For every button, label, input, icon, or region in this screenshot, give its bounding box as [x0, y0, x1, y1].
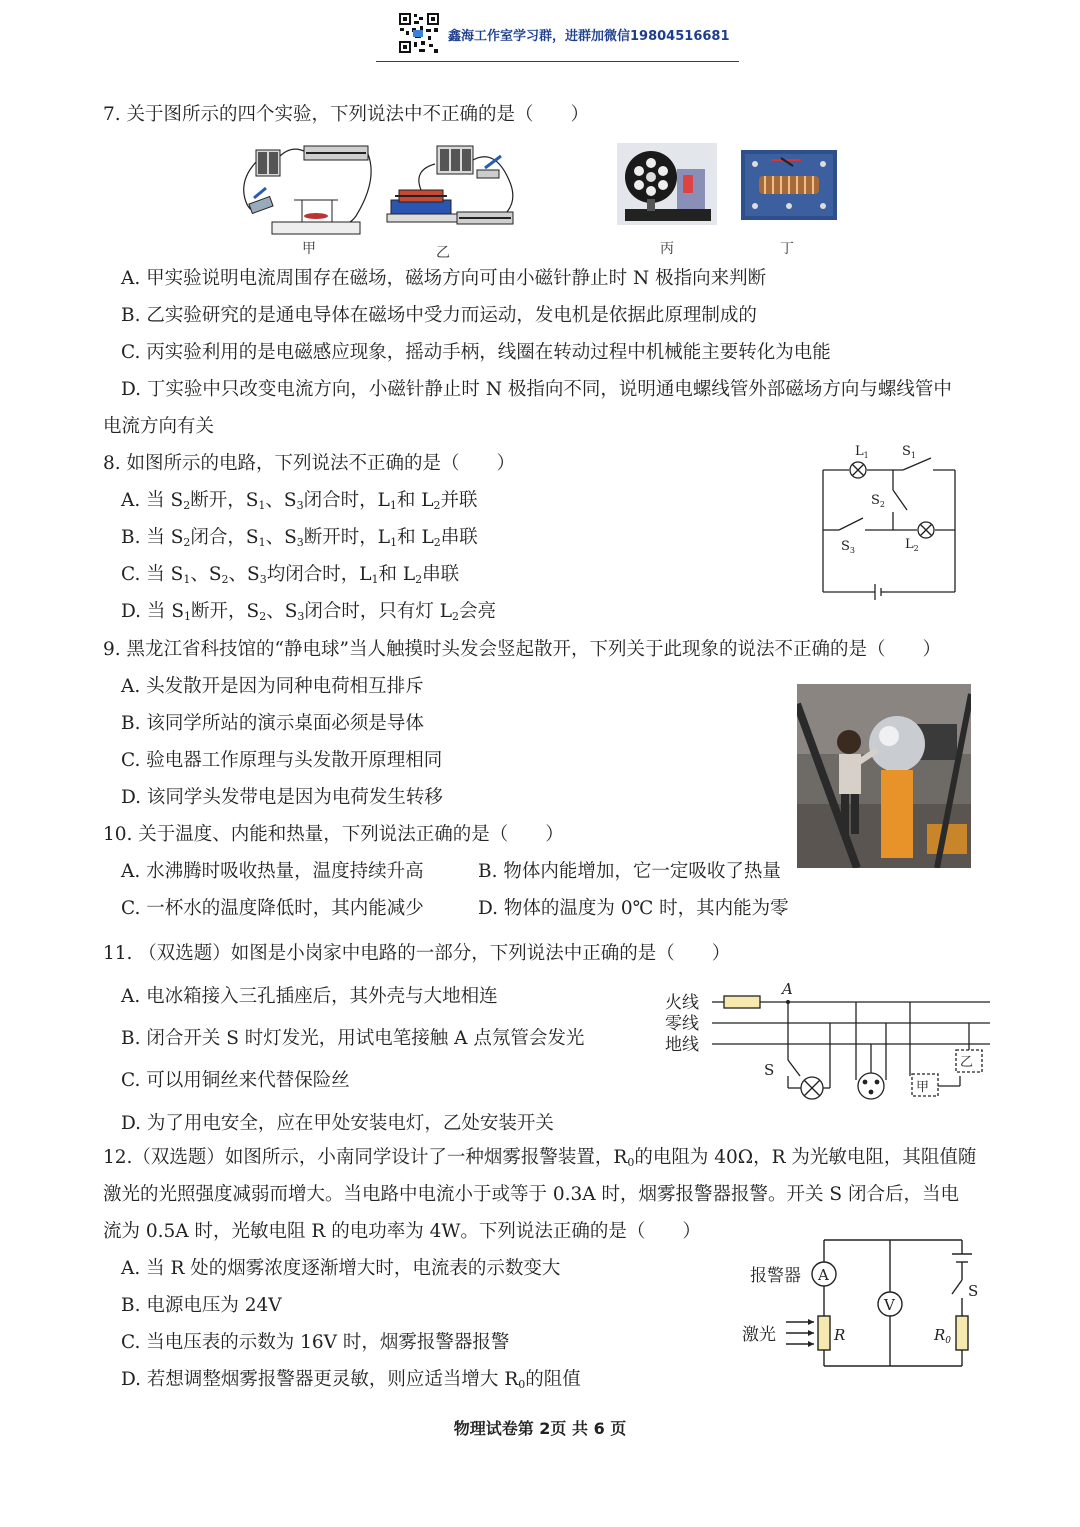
q7-option-c: C. 丙实验利用的是电磁感应现象，摇动手柄，线圈在转动过程中机械能主要转化为电能 — [121, 342, 831, 363]
q12-label-r0: $R_0$ — [934, 1326, 952, 1346]
q12-stem-1: 12.（双选题）如图所示，小南同学设计了一种烟雾报警装置，$R_0$的电阻为 40Ω，R 为光敏电阻，其阻值随 — [103, 1147, 977, 1169]
q12-smoke-alarm-circuit — [740, 1234, 986, 1372]
q9-option-b: B. 该同学所站的演示桌面必须是导体 — [121, 713, 424, 734]
q12-stem-3: 流为 0.5A 时，光敏电阻 R 的电功率为 4W。下列说法正确的是（ ） — [103, 1221, 701, 1242]
q12-label-laser: 激光 — [742, 1325, 776, 1345]
q7-caption-yi: 乙 — [436, 245, 450, 261]
q8-option-d: D. 当 $S_1$断开，$S_2$、$S_3$闭合时，只有灯 $L_2$会亮 — [121, 601, 497, 623]
q9-option-c: C. 验电器工作原理与头发散开原理相同 — [121, 750, 443, 771]
q11-label-a: A — [782, 980, 793, 998]
q9-option-a: A. 头发散开是因为同种电荷相互排斥 — [121, 676, 424, 697]
q7-figure-ding — [741, 150, 837, 220]
q9-stem: 9. 黑龙江省科技馆的“静电球”当人触摸时头发会竖起散开，下列关于此现象的说法不正确的是（ ） — [103, 639, 941, 660]
q11-option-a: A. 电冰箱接入三孔插座后，其外壳与大地相连 — [121, 986, 498, 1007]
q8-option-c: C. 当 $S_1$、$S_2$、$S_3$均闭合时，$L_1$和 $L_2$串联 — [121, 564, 460, 586]
q12-ammeter-label: A — [818, 1266, 829, 1284]
q10-option-c: C. 一杯水的温度降低时，其内能减少 — [121, 898, 424, 919]
q12-option-d: D. 若想调整烟雾报警器更灵敏，则应适当增大 $R_0$的阻值 — [121, 1369, 581, 1391]
q12-label-alarm: 报警器 — [750, 1266, 801, 1286]
q7-option-d-continued: 电流方向有关 — [103, 416, 215, 437]
q11-option-b: B. 闭合开关 S 时灯发光，用试电笔接触 A 点氖管会发光 — [121, 1028, 585, 1049]
q12-voltmeter-label: V — [884, 1296, 895, 1314]
q11-option-d: D. 为了用电安全，应在甲处安装电灯，乙处安装开关 — [121, 1113, 554, 1134]
q9-option-d: D. 该同学头发带电是因为电荷发生转移 — [121, 787, 443, 808]
q9-photo — [797, 684, 971, 868]
q7-caption-bing: 丙 — [660, 241, 674, 257]
q12-stem-2: 激光的光照强度减弱而增大。当电路中电流小于或等于 0.3A 时，烟雾报警器报警。开关 S 闭合后，当电 — [103, 1184, 959, 1205]
q10-stem: 10. 关于温度、内能和热量，下列说法正确的是（ ） — [103, 824, 564, 845]
q12-option-a: A. 当 R 处的烟雾浓度逐渐增大时，电流表的示数变大 — [121, 1258, 561, 1279]
q10-option-d: D. 物体的温度为 0℃ 时，其内能为零 — [478, 898, 789, 919]
header-rule — [376, 61, 739, 62]
q11-label-live: 火线 — [665, 993, 699, 1013]
q11-label-s: S — [764, 1061, 775, 1079]
q8-option-b: B. 当 $S_2$闭合，$S_1$、$S_3$断开时，$L_1$和 $L_2$串联 — [121, 527, 478, 549]
q8-label-l1: $L_1$ — [855, 444, 869, 460]
q7-figure-bing — [617, 143, 717, 225]
q11-label-yi: 乙 — [960, 1055, 974, 1070]
q11-label-ground: 地线 — [665, 1035, 699, 1055]
q7-stem: 7. 关于图所示的四个实验，下列说法中不正确的是（ ） — [103, 104, 590, 125]
q7-caption-ding: 丁 — [780, 241, 794, 257]
q7-option-b: B. 乙实验研究的是通电导体在磁场中受力而运动，发电机是依据此原理制成的 — [121, 305, 757, 326]
q8-stem: 8. 如图所示的电路，下列说法不正确的是（ ） — [103, 453, 516, 474]
q8-option-a: A. 当 $S_2$断开，$S_1$、$S_3$闭合时，$L_1$和 $L_2$并联 — [121, 490, 478, 512]
q12-label-r: R — [834, 1326, 846, 1344]
q11-option-c: C. 可以用铜丝来代替保险丝 — [121, 1070, 350, 1091]
q11-label-jia: 甲 — [916, 1080, 930, 1095]
q8-label-s3: $S_3$ — [841, 539, 855, 555]
q11-label-neutral: 零线 — [665, 1014, 699, 1034]
q12-label-switch: S — [968, 1282, 979, 1300]
q11-stem: 11. （双选题）如图是小岗家中电路的一部分，下列说法中正确的是（ ） — [103, 943, 731, 964]
q11-household-circuit — [660, 980, 994, 1108]
q7-figure-yi — [385, 140, 527, 240]
page-footer: 物理试卷第 2页 共 6 页 — [453, 1419, 627, 1438]
q7-figure-jia — [236, 140, 378, 238]
q7-option-a: A. 甲实验说明电流周围存在磁场，磁场方向可由小磁针静止时 N 极指向来判断 — [121, 268, 767, 289]
q12-option-b: B. 电源电压为 24V — [121, 1295, 282, 1316]
q7-caption-jia: 甲 — [302, 241, 316, 257]
header-text: 鑫海工作室学习群，进群加微信19804516681 — [448, 29, 730, 44]
q7-option-d: D. 丁实验中只改变电流方向，小磁针静止时 N 极指向不同，说明通电螺线管外部磁场方向与螺线管中 — [121, 379, 952, 400]
q10-option-b: B. 物体内能增加，它一定吸收了热量 — [478, 861, 781, 882]
q8-label-s2: $S_2$ — [871, 493, 885, 509]
q10-option-a: A. 水沸腾时吸收热量，温度持续升高 — [121, 861, 424, 882]
q8-label-l2: $L_2$ — [905, 537, 919, 553]
q8-label-s1: $S_1$ — [902, 444, 916, 460]
qr-code — [398, 12, 440, 54]
q12-option-c: C. 当电压表的示数为 16V 时，烟雾报警器报警 — [121, 1332, 510, 1353]
q8-circuit-diagram — [815, 438, 965, 604]
